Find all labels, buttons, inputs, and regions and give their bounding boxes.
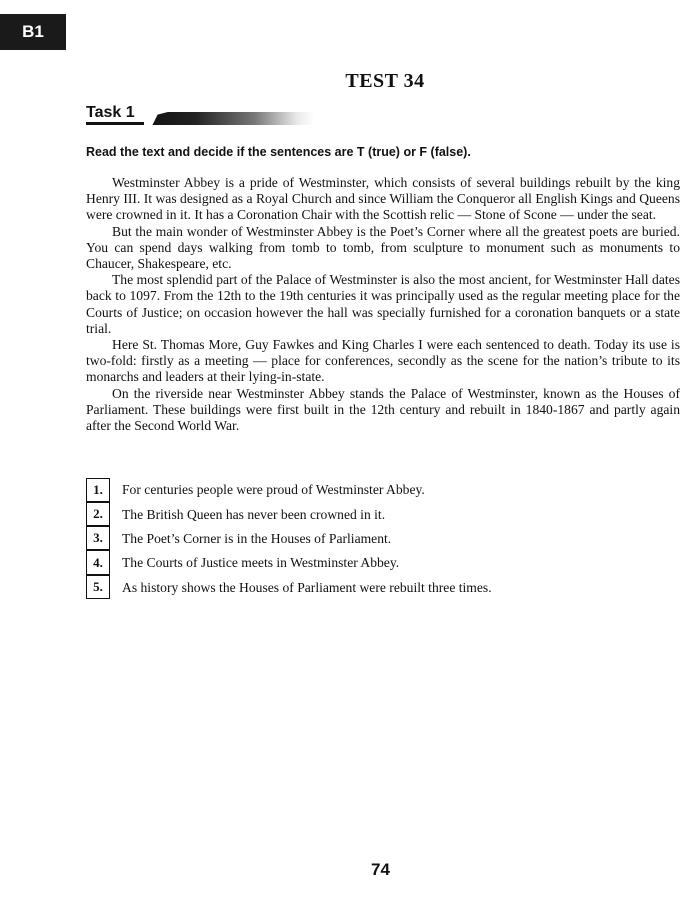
task-underline bbox=[86, 122, 144, 125]
reading-passage bbox=[86, 175, 680, 434]
statement-number-box[interactable]: 1. bbox=[86, 478, 110, 502]
statement-item bbox=[86, 576, 492, 600]
statement-text: The British Queen has never been crowned in it. bbox=[122, 506, 386, 522]
statement-number-box[interactable]: 5. bbox=[86, 575, 110, 599]
statement-number-box[interactable]: 2. bbox=[86, 502, 110, 526]
passage-paragraph: The most splendid part of the Palace of Westminster is also the most ancient, for Westminster Hall dates back to 1097. From the 12th to the 19th centuries it was principally used as the regular meeting place for the Courts of Justice; on occasion however the hall was specially furnished for a coronation banquets or a state trial. bbox=[86, 272, 680, 336]
task-header bbox=[86, 104, 316, 128]
statement-item bbox=[86, 527, 492, 551]
statement-item bbox=[86, 502, 492, 526]
passage-paragraph: On the riverside near Westminster Abbey stands the Palace of Westminster, known as the Houses of Parliament. These buildings were first built in the 12th century and rebuilt in 1840-1867 and partly again after the Second World War. bbox=[86, 385, 680, 434]
statement-text: For centuries people were proud of Westminster Abbey. bbox=[122, 482, 425, 498]
statement-number-box[interactable]: 4. bbox=[86, 550, 110, 574]
statement-item bbox=[86, 551, 492, 575]
statement-text: As history shows the Houses of Parliament were rebuilt three times. bbox=[122, 579, 492, 595]
task-header-bar bbox=[144, 112, 314, 125]
statement-item bbox=[86, 478, 492, 502]
passage-paragraph: Westminster Abbey is a pride of Westminster, which consists of several buildings rebuilt by the king Henry III. It was designed as a Royal Church and since William the Conqueror all English Kings and Queens were crowned in it. It has a Coronation Chair with the Scottish relic — Stone of Scone — under the seat. bbox=[86, 175, 680, 223]
passage-paragraph: Here St. Thomas More, Guy Fawkes and King Charles I were each sentenced to death. Today its use is two-fold: firstly as a meeting — place for conferences, secondly as the scene for the nation’s tribute to its monarchs and leaders at their lying-in-state. bbox=[86, 337, 680, 385]
page-number: 74 bbox=[371, 860, 390, 879]
task-instruction: Read the text and decide if the sentences are T (true) or F (false). bbox=[86, 145, 471, 159]
test-title: TEST 34 bbox=[345, 70, 425, 92]
task-label: Task 1 bbox=[86, 104, 135, 121]
statement-text: The Poet’s Corner is in the Houses of Parliament. bbox=[122, 530, 392, 546]
level-badge: B1 bbox=[0, 14, 66, 50]
statement-text: The Courts of Justice meets in Westminster Abbey. bbox=[122, 555, 400, 571]
statement-number-box[interactable]: 3. bbox=[86, 526, 110, 550]
statement-list bbox=[86, 478, 492, 600]
passage-paragraph: But the main wonder of Westminster Abbey is the Poet’s Corner where all the greatest poets are buried. You can spend days walking from tomb to tomb, from sculpture to monument such as monuments to Chaucer, Shakespeare, etc. bbox=[86, 223, 680, 272]
